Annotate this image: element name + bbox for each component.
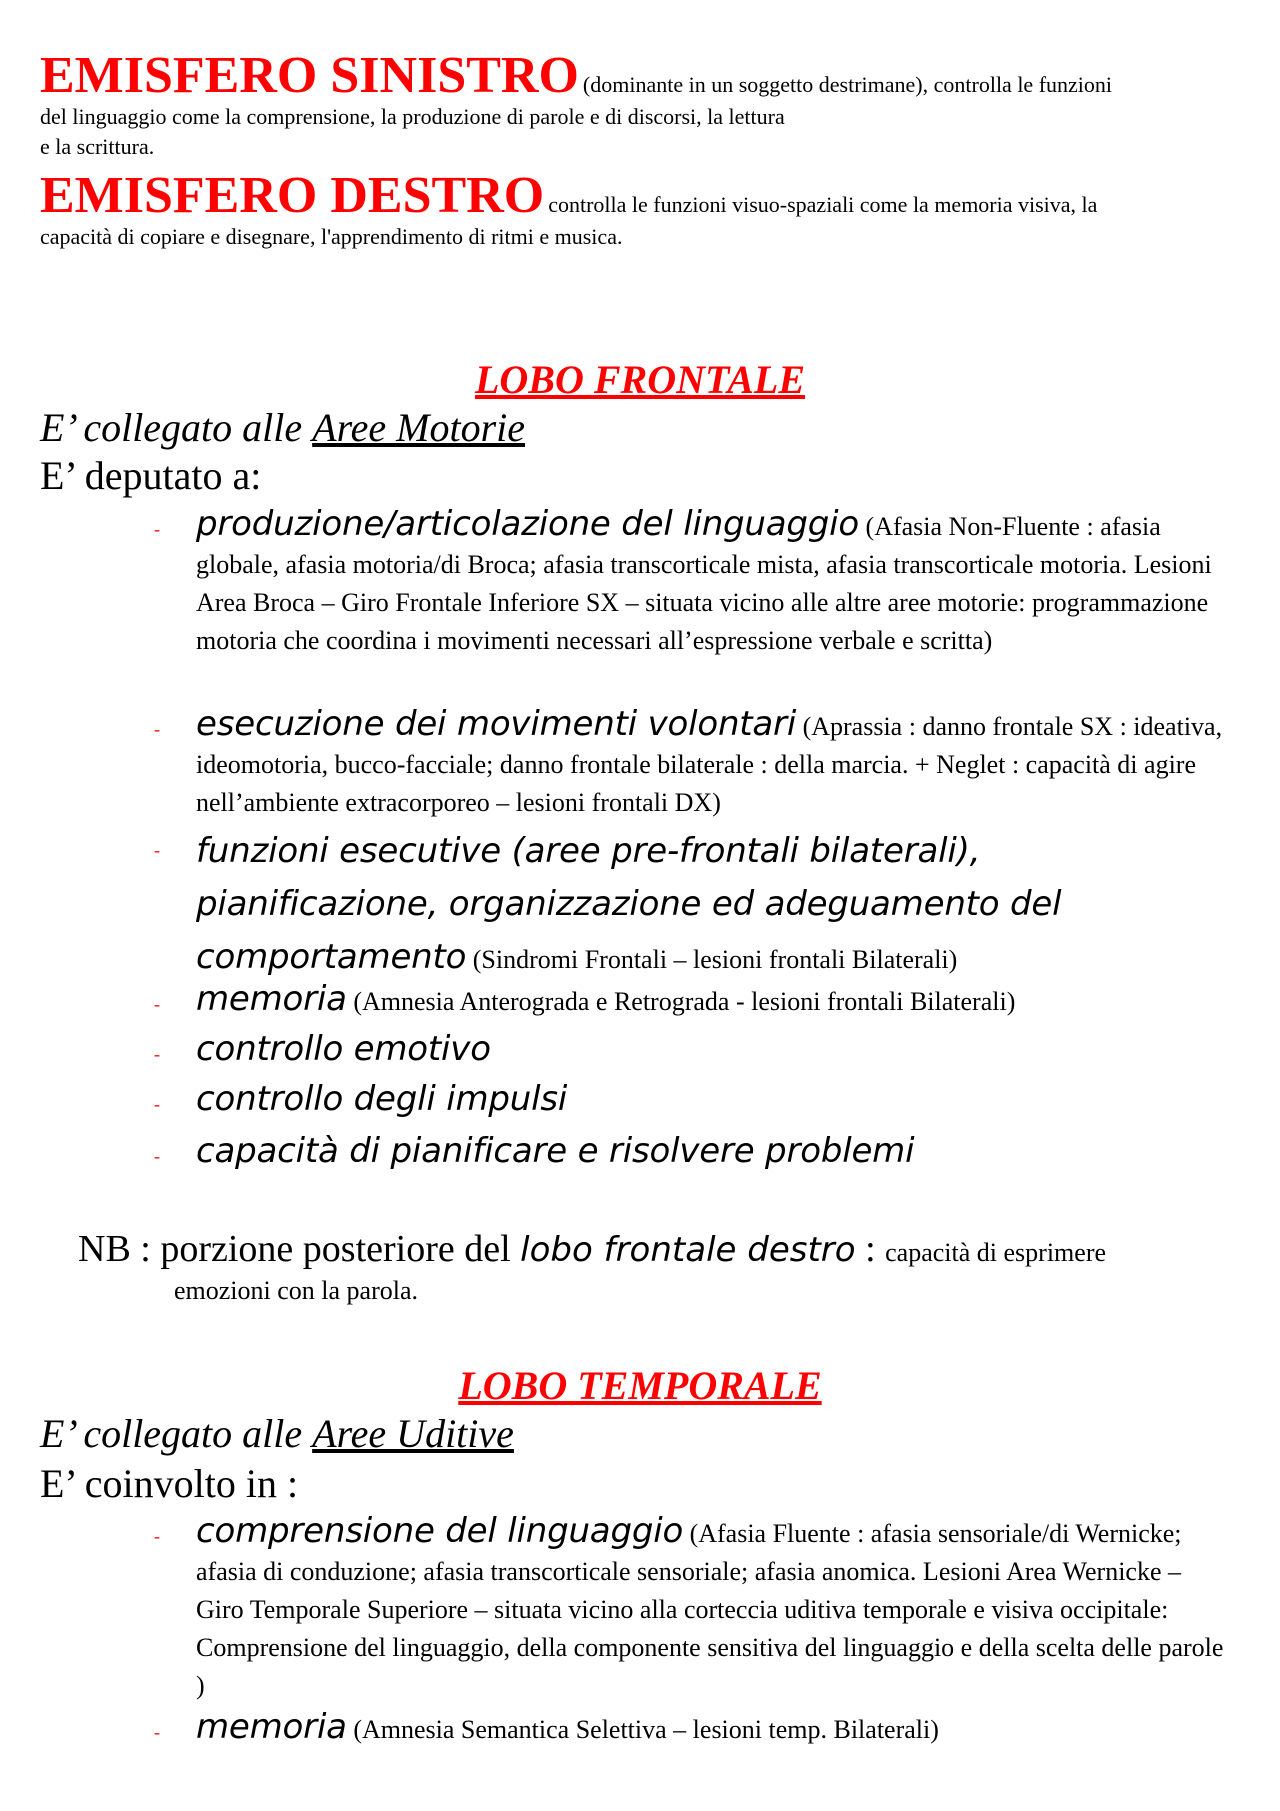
bullet-dash: - — [154, 840, 160, 860]
temporal-linked-area: Aree Uditive — [312, 1411, 514, 1456]
frontal-item — [154, 980, 1234, 1021]
frontal-item-detail: (Afasia Non-Fluente : afasia globale, afasia motoria/di Broca; afasia transcorticale mista, afasia transcorticale motoria. Lesioni Area Broca – Giro Frontale Inferiore SX – situata vicino alle altre aree motorie: programmazione motoria che coordina i movimenti necessari all’espressione verbale e scritta) — [196, 512, 1212, 655]
nb-prefix: NB : porzione posteriore del — [78, 1228, 511, 1270]
frontal-item-lead: memoria — [196, 979, 347, 1019]
frontal-lobe-heading: LOBO FRONTALE — [474, 357, 806, 402]
temporal-item-lead: memoria — [196, 1707, 347, 1747]
frontal-item-detail: (Sindromi Frontali – lesioni frontali Bilaterali) — [466, 945, 958, 974]
frontal-item-lead: esecuzione dei movimenti volontari — [196, 704, 797, 744]
frontal-item — [154, 705, 1234, 822]
bullet-dash: - — [154, 1044, 160, 1064]
temporal-item — [154, 1512, 1234, 1705]
bullet-dash: - — [154, 1146, 160, 1166]
frontal-item — [154, 1132, 1234, 1173]
frontal-nb-note — [78, 1226, 1238, 1276]
bullet-dash: - — [154, 1094, 160, 1114]
nb-small: capacità di esprimere — [885, 1238, 1107, 1267]
frontal-intro: E’ deputato a: — [40, 453, 262, 498]
frontal-linked-line — [40, 404, 525, 452]
frontal-item — [154, 1030, 1234, 1071]
right-hemisphere-text2: capacità di copiare e disegnare, l'apprendimento di ritmi e musica. — [40, 224, 623, 249]
left-hemisphere-text1: (dominante in un soggetto destrimane), controlla le funzioni — [582, 72, 1113, 97]
bullet-dash: - — [154, 1722, 160, 1742]
bullet-dash: - — [154, 994, 160, 1014]
nb-italic: lobo frontale destro — [520, 1230, 856, 1270]
frontal-item-lead: produzione/articolazione del linguaggio — [196, 504, 860, 544]
nb-colon: : — [855, 1228, 876, 1270]
bullet-dash: - — [154, 1526, 160, 1546]
left-hemisphere-text2: del linguaggio come la comprensione, la produzione di parole e di discorsi, la lettura — [40, 104, 785, 129]
frontal-item-lead: controllo emotivo — [196, 1029, 491, 1069]
temporal-lobe-heading: LOBO TEMPORALE — [458, 1363, 822, 1408]
frontal-item — [154, 505, 1234, 660]
frontal-item-lead: capacità di pianificare e risolvere problemi — [196, 1131, 915, 1171]
temporal-item-lead: comprensione del linguaggio — [196, 1511, 684, 1551]
bullet-dash: - — [154, 719, 160, 739]
left-hemisphere-title: EMISFERO SINISTRO — [40, 47, 579, 104]
frontal-item-lead: controllo degli impulsi — [196, 1079, 568, 1119]
temporal-item-detail: (Amnesia Semantica Selettiva – lesioni temp. Bilaterali) — [346, 1715, 939, 1744]
left-hemisphere-text3: e la scrittura. — [40, 134, 155, 159]
frontal-item-detail: (Aprassia : danno frontale SX : ideativa, ideomotoria, bucco-facciale; danno frontale bilaterale : della marcia. + Neglet : capacità di agire nell’ambiente extracorporeo – lesioni frontali DX) — [196, 712, 1223, 817]
temporal-item — [154, 1708, 1234, 1749]
right-hemisphere-title: EMISFERO DESTRO — [40, 167, 545, 224]
right-hemisphere-text1: controlla le funzioni visuo-spaziali come la memoria visiva, la — [548, 192, 1098, 217]
right-hemisphere-block — [40, 167, 1240, 252]
temporal-linked-line — [40, 1410, 514, 1458]
frontal-item-detail: (Amnesia Anterograda e Retrograda - lesioni frontali Bilaterali) — [346, 987, 1016, 1016]
temporal-item-detail: (Afasia Fluente : afasia sensoriale/di Wernicke; afasia di conduzione; afasia transcorticale sensoriale; afasia anomica. Lesioni Area Wernicke – Giro Temporale Superiore – situata vicino alla corteccia uditiva temporale e visiva occipitale: Comprensione del linguaggio, della componente sensitiva del linguaggio e della scelta delle parole ) — [196, 1519, 1224, 1700]
frontal-linked-area: Aree Motorie — [312, 405, 526, 450]
bullet-dash: - — [154, 519, 160, 539]
temporal-linked-prefix: E’ collegato alle — [40, 1411, 303, 1456]
left-hemisphere-block — [40, 47, 1240, 162]
nb-line2: emozioni con la parola. — [174, 1276, 419, 1305]
temporal-intro: E’ coinvolto in : — [40, 1461, 299, 1506]
frontal-linked-prefix: E’ collegato alle — [40, 405, 303, 450]
frontal-item — [154, 826, 1234, 985]
frontal-item — [154, 1080, 1234, 1121]
frontal-item-lead: funzioni esecutive (aree pre-frontali bilaterali), pianificazione, organizzazione ed adeguamento del comportamento — [196, 831, 1062, 977]
